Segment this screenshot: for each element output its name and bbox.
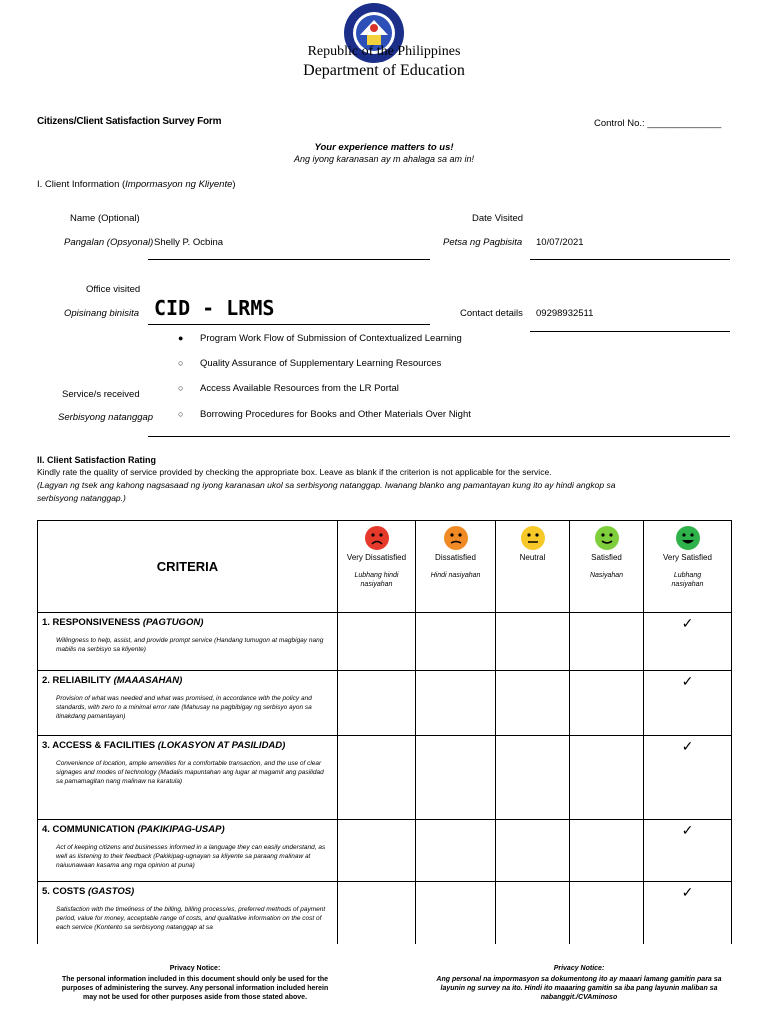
table-row [38, 736, 732, 820]
very-dissatisfied-face-icon [364, 525, 390, 551]
date-label-fil: Petsa ng Pagbisita [443, 237, 523, 248]
rating-checkbox[interactable] [496, 820, 570, 882]
name-label-fil: Pangalan (Opsyonal) [64, 237, 154, 248]
section2-instruction-fil-1: (Lagyan ng tsek ang kahong nagsasaad ng iyong karanasan ukol sa serbisyong natanggap. Iwanang blanko ang pamantayan kung ito ay hindi angkop sa [37, 480, 616, 490]
privacy-text-en: The personal information included in this document should only be used for the purposes of administering the survey. Any personal information included herein may not be used for other purposes aside from those stated above. [61, 976, 329, 1001]
service-item: ● Program Work Flow of Submission of Contextualized Learning [178, 333, 462, 344]
rating-header-very-satisfied: Very Satisfied Lubhang nasiyahan [644, 521, 732, 613]
unselected-bullet-icon: ○ [178, 383, 184, 393]
unselected-bullet-icon: ○ [178, 358, 184, 368]
contact-label: Contact details [460, 308, 523, 319]
rating-checkbox[interactable] [570, 671, 644, 736]
form-title: Citizens/Client Satisfaction Survey Form [37, 116, 222, 127]
rating-checkbox[interactable] [416, 882, 496, 944]
section1-heading: I. Client Information (Impormasyon ng Kliyente) [37, 179, 236, 190]
service-item: ○ Access Available Resources from the LR Portal [178, 383, 399, 394]
check-mark-icon: ✓ [681, 738, 694, 754]
service-item: ○ Quality Assurance of Supplementary Learning Resources [178, 358, 442, 369]
rating-checkbox[interactable] [338, 613, 416, 671]
date-underline [530, 259, 730, 260]
rating-checkbox[interactable] [338, 882, 416, 944]
criteria-table [37, 520, 732, 944]
table-row [38, 882, 732, 944]
criterion-cell: 4. COMMUNICATION (PAKIKIPAG-USAP) Act of keeping citizens and businesses informed in a language they can easily understand, as well as listening to their feedback (Pakikipag-ugnayan sa kliyente sa paraang malinaw at naiuunawaan kasama ang mga opinion at puna) [38, 820, 338, 882]
contact-value: 09298932511 [536, 308, 594, 319]
name-label: Name (Optional) [70, 213, 140, 224]
section2-instruction-fil-2: serbisyong natanggap.) [37, 493, 126, 503]
department-heading: Department of Education [303, 62, 465, 79]
rating-checkbox-checked[interactable] [644, 613, 732, 671]
date-label: Date Visited [472, 213, 524, 224]
criteria-header-cell [38, 521, 338, 613]
table-row [38, 820, 732, 882]
criterion-cell: 1. RESPONSIVENESS (PAGTUGON) Willingness to help, assist, and provide prompt service (Handang tumugon at magbigay nang mabilis na serbisyo sa kliyente) [38, 613, 338, 671]
rating-header-very-dissatisfied: Very Dissatisfied Lubhang hindi nasiyahan [338, 521, 416, 613]
section2-instruction: Kindly rate the quality of service provided by checking the appropriate box. Leave as blank if the criterion is not applicable for the service. [37, 467, 552, 477]
rating-checkbox-checked[interactable] [644, 671, 732, 736]
privacy-text-fil: Ang personal na impormasyon sa dokumentong ito ay maaari lamang gamitin para sa layunin ng survey na ito. Hindi ito maaaring gamitin sa iba pang layunin maliban sa nabanggit./CVAminoso [436, 976, 722, 1001]
criterion-cell: 2. RELIABILITY (MAAASAHAN) Provision of what was needed and what was promised, in accordance with the policy and standards, with zero to a minimal error rate (Mahusay na pagbibigay ng serbisyo ayon sa itinakdang pamantayan) [38, 671, 338, 736]
rating-header-neutral: Neutral [496, 521, 570, 613]
criterion-cell: 5. COSTS (GASTOS) Satisfaction with the timeliness of the billing, billing process/es, preferred methods of payment period, value for money, acceptable range of costs, and qualitative information on the cost of each service (Kontento sa serbisyong natanggap at sa [38, 882, 338, 944]
service-label: Service/s received [62, 389, 140, 400]
rating-checkbox[interactable] [570, 882, 644, 944]
section2-heading: II. Client Satisfaction Rating [37, 455, 157, 465]
office-value: CID - LRMS [154, 296, 275, 320]
rating-checkbox[interactable] [496, 882, 570, 944]
table-row [38, 671, 732, 736]
office-label-fil: Opisinang binisita [64, 308, 139, 319]
rating-checkbox[interactable] [496, 736, 570, 820]
service-list [178, 333, 618, 433]
neutral-face-icon [520, 525, 546, 551]
rating-checkbox[interactable] [496, 671, 570, 736]
criteria-header: CRITERIA [156, 558, 219, 574]
service-label-fil: Serbisyong natanggap [58, 412, 154, 423]
date-value: 10/07/2021 [536, 237, 584, 248]
dissatisfied-face-icon [443, 525, 469, 551]
criterion-cell: 3. ACCESS & FACILITIES (LOKASYON AT PASILIDAD) Convenience of location, ample amenities for a comfortable transaction, and the use of clear signages and modes of technology (Madalis mapuntahan ang lugar at magamit ang pasilidad sa pamamagitan nang malinaw na karatula) [38, 736, 338, 820]
check-mark-icon: ✓ [681, 615, 694, 631]
republic-heading: Republic of the Philippines [307, 44, 461, 59]
tagline-fil: Ang iyong karanasan ay m ahalaga sa am in! [293, 154, 475, 164]
table-header-row [38, 521, 732, 613]
rating-checkbox[interactable] [416, 736, 496, 820]
unselected-bullet-icon: ○ [178, 409, 184, 419]
rating-checkbox[interactable] [496, 613, 570, 671]
selected-bullet-icon: ● [178, 333, 184, 343]
rating-checkbox-checked[interactable] [644, 882, 732, 944]
rating-checkbox[interactable] [338, 736, 416, 820]
rating-checkbox-checked[interactable] [644, 736, 732, 820]
name-value: Shelly P. Ocbina [154, 237, 224, 248]
rating-checkbox[interactable] [570, 820, 644, 882]
check-mark-icon: ✓ [681, 884, 694, 900]
control-number: Control No.: ______________ [594, 118, 722, 129]
office-label: Office visited [86, 284, 141, 295]
table-row [38, 613, 732, 671]
rating-checkbox[interactable] [416, 820, 496, 882]
check-mark-icon: ✓ [681, 673, 694, 689]
office-underline [148, 324, 430, 325]
check-mark-icon: ✓ [681, 822, 694, 838]
rating-checkbox-checked[interactable] [644, 820, 732, 882]
rating-checkbox[interactable] [570, 613, 644, 671]
rating-checkbox[interactable] [338, 820, 416, 882]
rating-checkbox[interactable] [338, 671, 416, 736]
rating-checkbox[interactable] [416, 613, 496, 671]
service-underline [148, 436, 730, 437]
rating-checkbox[interactable] [570, 736, 644, 820]
contact-underline [530, 331, 730, 332]
tagline-en: Your experience matters to us! [314, 142, 454, 153]
satisfied-face-icon [594, 525, 620, 551]
privacy-title-en: Privacy Notice: [169, 965, 221, 972]
service-item: ○ Borrowing Procedures for Books and Other Materials Over Night [178, 409, 471, 420]
rating-header-dissatisfied: Dissatisfied Hindi nasiyahan [416, 521, 496, 613]
rating-header-satisfied: Satisfied Nasiyahan [570, 521, 644, 613]
name-underline [148, 259, 430, 260]
very-satisfied-face-icon [675, 525, 701, 551]
privacy-title-fil: Privacy Notice: [553, 965, 605, 972]
rating-checkbox[interactable] [416, 671, 496, 736]
